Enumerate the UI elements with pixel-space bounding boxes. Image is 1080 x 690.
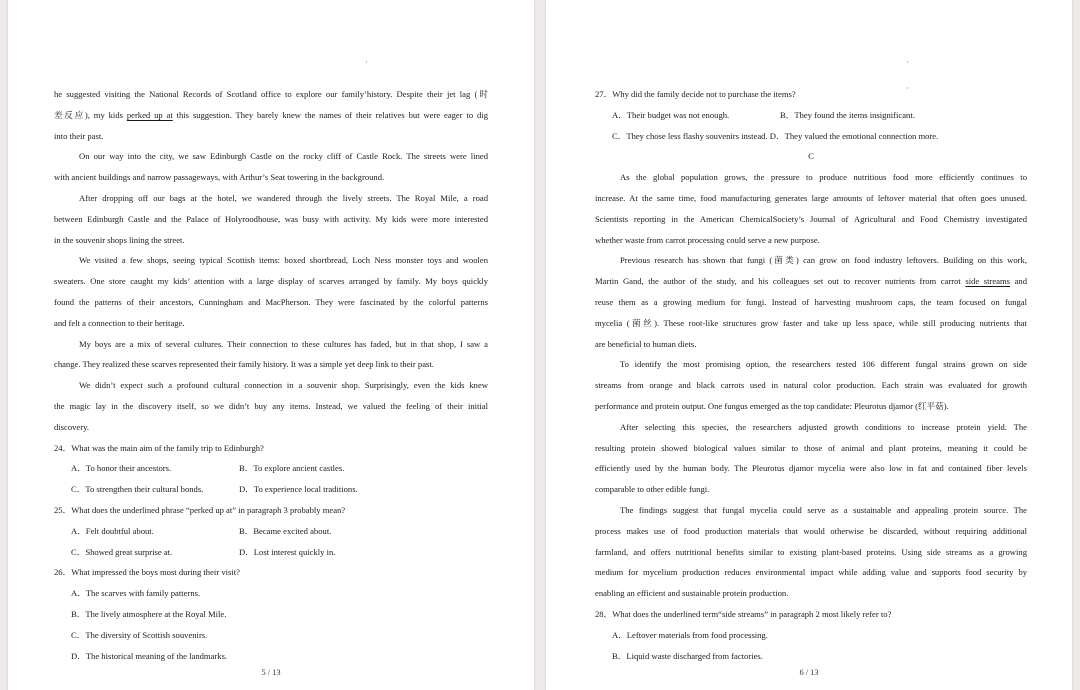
answer-option: C．The diversity of Scottish souvenirs. <box>71 629 208 640</box>
underlined-phrase: perked up at <box>126 109 173 120</box>
text-line: are beneficial to human diets. <box>595 338 697 349</box>
paragraph-start: After dropping off our bags at the hotel, we wandered through the lively streets. The Royal Mile, a road <box>79 192 488 203</box>
question-27: 27．Why did the family decide not to purchase the items? <box>595 89 796 99</box>
document-page-left <box>8 0 534 690</box>
answer-option: A．The scarves with family patterns. <box>71 588 201 599</box>
text-line: found the patterns of their ancestors, Cunningham and MacPherson. They were fascinated by the colorful patterns <box>54 296 488 307</box>
answer-option: A．Leftover materials from food processing. <box>612 629 768 640</box>
paragraph-start: Previous research has shown that fungi (菌类) can grow on food industry leftovers. Building on this work, <box>620 255 1027 266</box>
paragraph-start: After selecting this species, the researchers adjusted growth conditions to increase protein yield. The <box>620 421 1027 432</box>
page-text-right <box>595 84 1027 666</box>
text-line: the magic lay in the discovery itself, so we didn’t buy any items. Instead, we valued the feeling of their initial <box>54 400 488 411</box>
paragraph-start: We visited a few shops, seeing typical Scottish items: boxed shortbread, Loch Ness monster toys and woolen <box>79 255 488 266</box>
text-line: Martin Gand, the author of the study, and his colleagues set out to recover nutrients from carrot side streams and <box>595 276 1027 287</box>
question-24: 24．What was the main aim of the family trip to Edinburgh? <box>54 442 264 453</box>
text-line: with ancient buildings and narrow passageways, with Arthur’s Seat towering in the background. <box>54 172 385 183</box>
text-line: increase. At the same time, food manufacturing generates large amounts of leftover material that often goes unused. <box>595 192 1027 203</box>
question-25: 25．What does the underlined phrase “perked up at” in paragraph 3 probably mean? <box>54 504 346 515</box>
answer-option: B．Liquid waste discharged from factories. <box>612 650 763 661</box>
text-line: performance and protein output. One fungus emerged as the top candidate: Pleurotus djamor (红平菇). <box>595 400 949 411</box>
text-line: mycelia (菌丝). These root-like structures grow faster and take up less space, while still producing nutrients that <box>595 317 1027 328</box>
text-line: between Edinburgh Castle and the Palace of Holyroodhouse, was busy with activity. My kids were more interested <box>54 213 488 224</box>
text-line: streams from orange and black carrots used in natural color production. Each strain was evaluated for growth <box>595 380 1027 391</box>
answer-options-row: A．Felt doubtful about. B．Became excited about. <box>71 525 332 536</box>
section-heading-c: C <box>808 151 814 162</box>
text-line: sweaters. One store caught my kids’ attention with a large display of scarves arranged by family. My boys quickly <box>54 276 488 287</box>
text-line: process makes use of food production materials that would otherwise be discarded, without requiring additional <box>595 525 1027 536</box>
text-line: he suggested visiting the National Records of Scotland office to explore our family’history. Despite their jet lag (时 <box>54 89 488 99</box>
document-page-right <box>546 0 1072 690</box>
page-number: 6 / 13 <box>799 668 819 677</box>
text-line: whether waste from carrot processing could serve a new purpose. <box>595 234 820 245</box>
answer-options-row: C．To strengthen their cultural bonds. D．To experience local traditions. <box>71 484 358 495</box>
paragraph-start: The findings suggest that fungal mycelia could serve as a sustainable and appealing protein source. The <box>620 504 1027 515</box>
text-line: in the souvenir shops lining the street. <box>54 234 185 245</box>
text-line: discovery. <box>54 421 89 432</box>
paragraph-start: To identify the most promising option, the researchers tested 106 different fungal strains grown on side <box>620 359 1027 370</box>
text-line: into their past. <box>54 130 104 141</box>
page-number: 5 / 13 <box>261 668 281 677</box>
underlined-term: side streams <box>965 276 1011 287</box>
answer-options-row: A．Their budget was not enough. B．They found the items insignificant. <box>612 109 915 120</box>
text-line: 差反应), my kids perked up at this suggestion. They barely knew the names of their relatives but were eager to dig <box>54 109 488 120</box>
text-line: enabling an efficient and sustainable protein production. <box>595 588 789 599</box>
text-line: resulting protein showed biological values similar to those of animal and plant proteins, meaning it could be <box>595 442 1027 453</box>
paragraph-start: On our way into the city, we saw Edinburgh Castle on the rocky cliff of Castle Rock. The streets were lined <box>79 151 488 162</box>
text-line: comparable to other edible fungi. <box>595 484 710 495</box>
stray-dot-mark: · <box>365 58 368 67</box>
paragraph-start: We didn’t expect such a profound cultural connection in a souvenir shop. Surprisingly, even the kids knew <box>79 380 488 391</box>
text-line: and felt a connection to their heritage. <box>54 317 185 328</box>
text-line: change. They realized these scarves represented their family history. It was a simple yet deep link to their past. <box>54 359 434 370</box>
paragraph-start: My boys are a mix of several cultures. Their connection to these cultures has faded, but in that shop, I saw a <box>79 338 488 349</box>
stray-dot-mark: · <box>906 84 909 93</box>
answer-options-row: C．They chose less flashy souvenirs instead. D．They valued the emotional connection more. <box>612 130 939 141</box>
text-line: reuse them as a growing medium for fungi. Instead of harvesting mushroom caps, the team focused on fungal <box>595 296 1027 307</box>
text-line: efficiently used by the human body. The Pleurotus djamor mycelia were also low in fat and contained fiber levels <box>595 463 1027 474</box>
stray-dot-mark: · <box>906 58 909 67</box>
question-26: 26．What impressed the boys most during their visit? <box>54 567 240 578</box>
answer-option: B．The lively atmosphere at the Royal Mile. <box>71 608 227 619</box>
question-28: 28．What does the underlined term“side streams” in paragraph 2 most likely refer to? <box>595 608 892 619</box>
text-line: Scientists reporting in the American ChemicalSociety’s Journal of Agricultural and Food Chemistry investigated <box>595 213 1027 224</box>
paragraph-start: As the global population grows, the pressure to produce nutritious food more efficiently continues to <box>620 172 1027 183</box>
page-text-left <box>54 84 488 666</box>
answer-option: D．The historical meaning of the landmarks. <box>71 650 228 661</box>
answer-options-row: C．Showed great surprise at. D．Lost interest quickly in. <box>71 546 336 557</box>
answer-options-row: A．To honor their ancestors. B．To explore ancient castles. <box>71 463 345 474</box>
text-line: farmland, and offers nutritional benefits similar to existing plant-based proteins. Using side streams as a growing <box>595 546 1027 557</box>
text-line: medium for mycelium production reduces environmental impact while adding value and supports food security by <box>595 567 1027 578</box>
